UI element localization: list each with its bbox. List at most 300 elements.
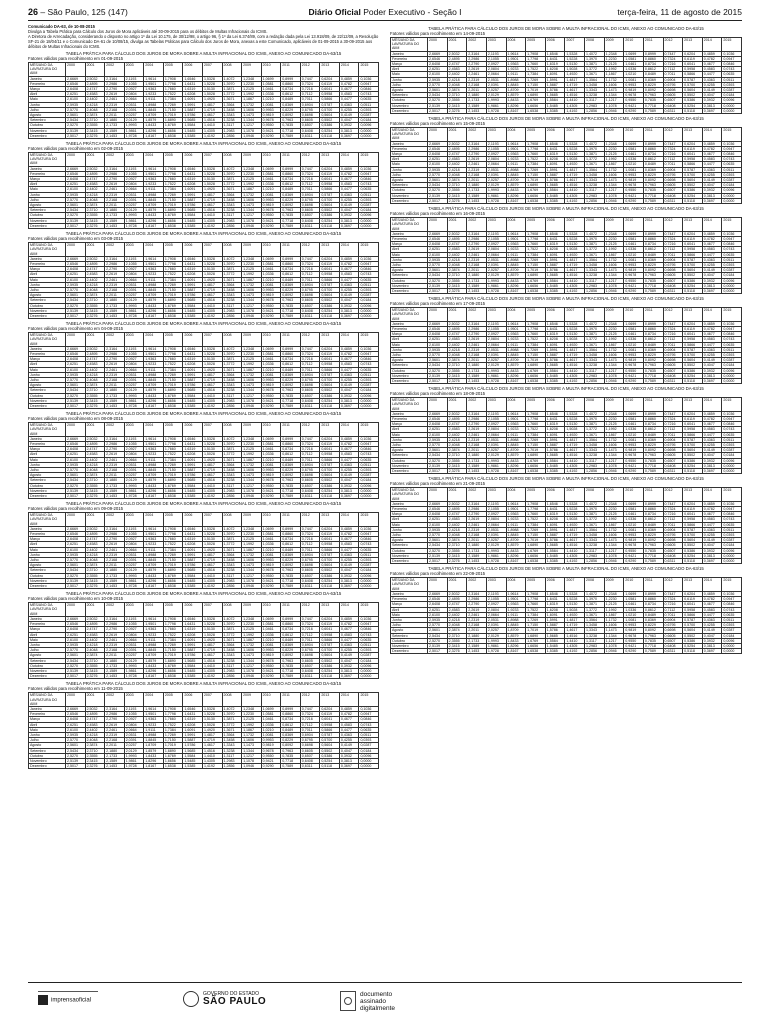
month-cell: Setembro [29, 478, 66, 483]
factor-cell: 1,4192 [565, 108, 585, 113]
factor-cell: 2,4048 [447, 443, 467, 448]
factor-cell: 1,6431 [183, 532, 203, 537]
factor-cell: 0,0393 [722, 352, 742, 357]
factor-cell: 2,3164 [105, 166, 125, 171]
factor-cell: 1,5328 [565, 51, 585, 56]
factor-cell: 2,5139 [428, 643, 448, 648]
factor-cell: 0,3697 [339, 764, 359, 769]
factor-cell: 1,7522 [526, 247, 546, 252]
header-cell-year: 2007 [565, 128, 585, 142]
factor-cell: 1,3671 [585, 522, 605, 527]
factor-cell: 0,8734 [643, 332, 663, 337]
factor-cell: 0,0635 [722, 342, 742, 347]
factor-cell: 0,8369 [643, 257, 663, 262]
factor-cell: 1,2230 [242, 442, 262, 447]
factor-cell: 1,5130 [565, 512, 585, 517]
factor-cell: 0,0511 [722, 437, 742, 442]
factor-cell: 2,6100 [428, 432, 448, 437]
factor-cell: 0,0846 [359, 357, 379, 362]
factor-cell: 0,5118 [683, 288, 703, 293]
factor-cell: 1,1606 [604, 352, 624, 357]
factor-cell: 1,7660 [526, 62, 546, 67]
factor-cell: 1,3970 [585, 236, 605, 241]
factor-cell: 1,6769 [163, 393, 183, 398]
factor-cell: 1,8988 [506, 617, 526, 622]
factor-cell: 0,7011 [300, 187, 320, 192]
factor-cell: 0,7447 [663, 591, 683, 596]
header-cell-month: MÊS/ANO DA LAVRATURA DO AIIM [391, 488, 428, 502]
header-cell-year: 2005 [526, 398, 546, 412]
factor-cell: 0,5502 [320, 388, 340, 393]
factor-cell: 0,0393 [722, 262, 742, 267]
header-cell-year: 2006 [545, 38, 565, 52]
header-cell-year: 2002 [467, 308, 487, 322]
factor-cell: 1,8709 [144, 113, 164, 118]
factor-cell: 1,0210 [624, 432, 644, 437]
month-cell: Fevereiro [29, 622, 66, 627]
factor-cell: 1,3671 [585, 432, 605, 437]
factor-cell: 1,8579 [144, 658, 164, 663]
factor-cell: 0,5118 [320, 494, 340, 499]
factor-cell: 0,3932 [702, 188, 722, 193]
factor-cell: 1,5485 [183, 218, 203, 223]
factor-cell: 2,2011 [105, 653, 125, 658]
factor-cell: 1,0461 [624, 512, 644, 517]
factor-cell: 2,4747 [447, 602, 467, 607]
factor-cell: 1,3970 [222, 532, 242, 537]
factor-cell: 1,2856 [222, 764, 242, 769]
factor-cell: 1,7384 [163, 637, 183, 642]
factor-cell: 2,6546 [428, 236, 448, 241]
factor-cell: 2,4895 [85, 81, 105, 86]
factor-cell: 1,1732 [242, 552, 262, 557]
factor-cell: 0,9550 [261, 123, 281, 128]
factor-cell: 0,4583 [339, 722, 359, 727]
factor-cell: 0,7216 [663, 152, 683, 157]
factor-cell: 0,8734 [281, 627, 301, 632]
factor-cell: 0,3932 [339, 123, 359, 128]
factor-cell: 1,7908 [163, 706, 183, 711]
header-cell-year: 2004 [506, 308, 526, 322]
header-cell-year: 2007 [565, 488, 585, 502]
factor-cell: 0,6041 [320, 357, 340, 362]
header-cell-year: 2010 [624, 128, 644, 142]
factor-cell: 0,0511 [722, 527, 742, 532]
factor-cell: 0,9290 [624, 649, 644, 654]
table-row [391, 559, 742, 564]
factor-cell: 1,6546 [183, 256, 203, 261]
factor-cell: 0,8612 [281, 92, 301, 97]
factor-cell: 0,9953 [261, 558, 281, 563]
factor-cell: 1,2856 [585, 559, 605, 564]
factor-cell: 1,5685 [183, 208, 203, 213]
factor-cell: 1,4072 [222, 346, 242, 351]
factor-cell: 0,0000 [359, 494, 379, 499]
factor-cell: 0,4782 [339, 442, 359, 447]
factor-cell: 2,1055 [124, 81, 144, 86]
factor-cell: 2,2461 [105, 727, 125, 732]
factor-cell: 1,0210 [261, 727, 281, 732]
factor-cell: 0,5700 [683, 352, 703, 357]
factor-cell: 2,1589 [105, 128, 125, 133]
header-cell-year: 2003 [486, 128, 506, 142]
factor-cell: 0,5866 [320, 457, 340, 462]
factor-cell: 2,5434 [66, 208, 86, 213]
factor-cell: 1,8845 [144, 107, 164, 112]
factor-cell: 1,8433 [506, 188, 526, 193]
factor-cell: 1,5584 [545, 368, 565, 373]
header-cell-year: 2008 [222, 513, 242, 527]
header-cell-year: 2008 [585, 308, 605, 322]
factor-cell: 2,3415 [85, 668, 105, 673]
factor-cell: 1,3458 [222, 377, 242, 382]
month-cell: Abril [29, 722, 66, 727]
factor-cell: 0,3813 [339, 668, 359, 673]
factor-cell: 1,6656 [163, 488, 183, 493]
factor-cell: 1,0699 [261, 706, 281, 711]
factor-cell: 0,3813 [702, 463, 722, 468]
factor-cell: 1,4410 [565, 188, 585, 193]
header-cell-year: 2015 [359, 333, 379, 347]
factor-cell: 0,6904 [300, 732, 320, 737]
factor-cell: 1,6431 [183, 442, 203, 447]
factor-cell: 1,3564 [222, 642, 242, 647]
factor-cell: 0,8734 [281, 537, 301, 542]
factor-cell: 2,1733 [467, 98, 487, 103]
factor-cell: 0,6041 [320, 537, 340, 542]
table-validity: Fatores válidos para recolhimento em 18-09-2015 [390, 391, 486, 397]
header-cell-year: 2011 [643, 218, 663, 232]
header-cell-year: 2008 [585, 128, 605, 142]
factor-cell: 0,6904 [300, 642, 320, 647]
factor-cell: 0,9953 [261, 468, 281, 473]
factor-cell: 0,6795 [300, 377, 320, 382]
factor-cell: 0,0635 [359, 547, 379, 552]
factor-cell: 0,0511 [359, 372, 379, 377]
factor-cell: 2,6546 [428, 56, 448, 61]
factor-cell: 1,3117 [585, 548, 605, 553]
factor-cell: 0,9953 [261, 648, 281, 653]
factor-cell: 1,4410 [565, 368, 585, 373]
table-row [391, 108, 742, 113]
factor-cell: 2,0531 [124, 552, 144, 557]
factor-cell: 0,7011 [663, 522, 683, 527]
factor-cell: 1,7908 [526, 501, 546, 506]
factor-cell: 2,2619 [105, 362, 125, 367]
factor-cell: 2,3874 [447, 538, 467, 543]
factor-cell: 1,0461 [624, 602, 644, 607]
factor-cell: 2,5770 [66, 468, 86, 473]
factor-cell: 2,6669 [66, 526, 86, 531]
factor-cell: 2,1055 [486, 507, 506, 512]
factor-cell: 0,9550 [261, 573, 281, 578]
factor-cell: 1,9728 [486, 559, 506, 564]
factor-cell: 2,6408 [428, 602, 448, 607]
factor-cell: 1,5028 [565, 67, 585, 72]
factor-cell: 0,5604 [683, 88, 703, 93]
factor-cell: 1,3117 [585, 188, 605, 193]
factor-cell: 0,7963 [281, 658, 301, 663]
factor-cell: 2,4218 [85, 732, 105, 737]
factor-cell: 1,2348 [604, 231, 624, 236]
factor-cell: 1,1217 [604, 368, 624, 373]
factor-cell: 1,9233 [506, 157, 526, 162]
factor-cell: 1,6208 [183, 92, 203, 97]
factor-cell: 1,9614 [144, 526, 164, 531]
factor-cell: 1,6769 [526, 98, 546, 103]
factor-cell: 0,3697 [339, 584, 359, 589]
factor-cell: 1,4192 [202, 133, 222, 138]
factor-cell: 2,5601 [66, 473, 86, 478]
communique-intro [28, 24, 379, 49]
factor-cell: 1,3671 [222, 97, 242, 102]
factor-cell: 2,2011 [105, 203, 125, 208]
factor-cell: 2,5017 [66, 403, 86, 408]
factor-cell: 0,8369 [643, 77, 663, 82]
header-cell-year: 2009 [242, 693, 262, 707]
factor-cell: 1,8579 [506, 633, 526, 638]
factor-cell: 0,0184 [722, 543, 742, 548]
factor-cell: 0,6795 [663, 533, 683, 538]
header-cell-year: 2003 [486, 218, 506, 232]
factor-cell: 1,4072 [585, 141, 605, 146]
factor-cell: 0,4255 [702, 262, 722, 267]
factor-cell: 0,0743 [359, 452, 379, 457]
factor-cell: 0,5604 [320, 203, 340, 208]
factor-cell: 1,0461 [624, 332, 644, 337]
header-cell-year: 2012 [663, 488, 683, 502]
factor-cell: 2,3710 [85, 658, 105, 663]
factor-cell: 1,3458 [585, 623, 605, 628]
factor-cell: 2,3874 [447, 178, 467, 183]
factor-cell: 1,8167 [506, 108, 526, 113]
factor-cell: 2,1733 [105, 573, 125, 578]
factor-cell: 0,7324 [663, 597, 683, 602]
factor-cell: 0,4677 [339, 537, 359, 542]
header-cell-year: 2005 [163, 153, 183, 167]
factor-cell: 0,6204 [683, 321, 703, 326]
factor-cell: 1,3458 [222, 287, 242, 292]
factor-cell: 1,3238 [585, 93, 605, 98]
factor-cell: 1,7384 [163, 727, 183, 732]
factor-cell: 0,6204 [683, 51, 703, 56]
factor-cell: 0,7112 [663, 247, 683, 252]
factor-cell: 1,6769 [163, 753, 183, 758]
factor-cell: 1,7798 [526, 417, 546, 422]
factor-cell: 2,6546 [66, 261, 86, 266]
factor-cell: 1,9728 [124, 584, 144, 589]
factor-cell: 1,8988 [506, 347, 526, 352]
factor-cell: 0,5700 [320, 558, 340, 563]
factor-cell: 2,1733 [105, 663, 125, 668]
month-cell: Outubro [391, 188, 428, 193]
factor-cell: 1,6208 [545, 427, 565, 432]
header-cell-year: 2007 [202, 693, 222, 707]
factor-cell: 1,3871 [585, 512, 605, 517]
interest-factor-table [28, 242, 379, 319]
factor-cell: 1,3970 [222, 351, 242, 356]
factor-cell: 2,5935 [66, 552, 86, 557]
factor-cell: 1,7660 [163, 357, 183, 362]
factor-cell: 1,6769 [526, 278, 546, 283]
factor-cell: 2,2461 [105, 187, 125, 192]
factor-cell: 1,7660 [163, 177, 183, 182]
factor-cell: 1,9993 [486, 188, 506, 193]
factor-cell: 1,3970 [222, 712, 242, 717]
factor-cell: 2,1193 [124, 166, 144, 171]
factor-cell: 0,5700 [683, 623, 703, 628]
factor-cell: 1,9501 [506, 146, 526, 151]
factor-cell: 1,2125 [604, 242, 624, 247]
factor-cell: 2,3164 [105, 76, 125, 81]
factor-cell: 2,3710 [447, 273, 467, 278]
factor-cell: 0,7324 [663, 417, 683, 422]
factor-cell: 0,5958 [683, 517, 703, 522]
factor-cell: 2,6100 [66, 727, 86, 732]
factor-cell: 1,9728 [124, 764, 144, 769]
factor-cell: 0,0743 [359, 632, 379, 637]
factor-cell: 1,2348 [242, 616, 262, 621]
factor-cell: 1,9111 [144, 277, 164, 282]
factor-cell: 0,9550 [261, 483, 281, 488]
factor-cell: 1,8845 [506, 352, 526, 357]
factor-cell: 2,5601 [66, 653, 86, 658]
factor-cell: 1,1344 [242, 118, 262, 123]
certificate-icon [340, 991, 356, 1011]
factor-cell: 0,1036 [722, 51, 742, 56]
factor-cell: 2,2319 [467, 437, 487, 442]
factor-cell: 1,3458 [222, 468, 242, 473]
month-cell: Setembro [391, 183, 428, 188]
factor-cell: 0,0947 [359, 532, 379, 537]
factor-cell: 2,4218 [85, 372, 105, 377]
month-cell: Dezembro [391, 469, 428, 474]
factor-cell: 0,1036 [359, 256, 379, 261]
header-cell-year: 2000 [428, 128, 448, 142]
factor-cell: 1,7798 [526, 56, 546, 61]
factor-cell: 1,9111 [506, 162, 526, 167]
factor-cell: 0,6204 [683, 411, 703, 416]
factor-cell: 1,0699 [624, 411, 644, 416]
factor-cell: 2,3555 [447, 188, 467, 193]
table-row [29, 313, 379, 318]
factor-cell: 2,6408 [428, 512, 448, 517]
factor-cell: 1,4920 [202, 277, 222, 282]
factor-cell: 1,1867 [242, 637, 262, 642]
factor-cell: 2,0927 [486, 602, 506, 607]
factor-cell: 1,3238 [222, 298, 242, 303]
factor-cell: 1,6656 [163, 218, 183, 223]
factor-cell: 1,3564 [222, 462, 242, 467]
factor-cell: 0,7112 [300, 362, 320, 367]
factor-cell: 1,1078 [604, 373, 624, 378]
factor-cell: 1,6208 [545, 67, 565, 72]
factor-cell: 0,1036 [722, 321, 742, 326]
factor-cell: 2,5032 [447, 591, 467, 596]
factor-cell: 1,5130 [565, 332, 585, 337]
factor-cell: 0,4149 [702, 448, 722, 453]
factor-cell: 0,7589 [643, 198, 663, 203]
factor-cell: 2,3164 [467, 501, 487, 506]
factor-cell: 1,0336 [261, 362, 281, 367]
factor-cell: 1,5685 [545, 93, 565, 98]
factor-cell: 2,1589 [467, 373, 487, 378]
factor-cell: 1,9233 [506, 337, 526, 342]
factor-cell: 0,4677 [702, 602, 722, 607]
table-validity: Fatores válidos para recolhimento em 11-09-2015 [28, 686, 123, 692]
factor-cell: 0,3697 [702, 108, 722, 113]
factor-cell: 0,8489 [281, 727, 301, 732]
table-header-row [29, 63, 379, 77]
header-cell-year: 2005 [163, 63, 183, 77]
factor-cell: 0,6904 [663, 347, 683, 352]
factor-cell: 1,1217 [604, 188, 624, 193]
factor-cell: 1,3772 [585, 427, 605, 432]
factor-cell: 0,5700 [683, 533, 703, 538]
factor-cell: 1,3238 [585, 453, 605, 458]
factor-cell: 1,5991 [545, 347, 565, 352]
factor-cell: 1,0336 [261, 632, 281, 637]
factor-cell: 0,4047 [702, 273, 722, 278]
factor-cell: 2,4402 [447, 72, 467, 77]
factor-cell: 0,6605 [663, 273, 683, 278]
factor-cell: 1,1344 [604, 93, 624, 98]
factor-cell: 0,7835 [643, 98, 663, 103]
header-cell-year: 2003 [486, 38, 506, 52]
header-cell-year: 2001 [447, 218, 467, 232]
header-cell-year: 2013 [320, 603, 340, 617]
factor-cell: 2,6251 [66, 632, 86, 637]
factor-cell: 0,8489 [281, 187, 301, 192]
factor-cell: 0,0000 [722, 193, 742, 198]
month-cell: Outubro [391, 368, 428, 373]
header-cell-year: 2013 [320, 513, 340, 527]
header-cell-year: 2011 [281, 603, 301, 617]
factor-cell: 1,6546 [183, 436, 203, 441]
month-cell: Dezembro [391, 108, 428, 113]
factor-cell: 0,0743 [359, 722, 379, 727]
month-cell: Outubro [391, 278, 428, 283]
factor-cell: 2,0664 [486, 342, 506, 347]
factor-cell: 0,0000 [722, 649, 742, 654]
factor-cell: 1,7019 [526, 358, 546, 363]
factor-cell: 2,5434 [66, 658, 86, 663]
factor-cell: 0,0947 [359, 622, 379, 627]
factor-cell: 0,6311 [300, 764, 320, 769]
factor-cell: 1,8845 [506, 262, 526, 267]
factor-cell: 0,8612 [643, 157, 663, 162]
factor-cell: 2,5434 [66, 748, 86, 753]
factor-cell: 0,6904 [663, 77, 683, 82]
factor-cell: 1,7019 [526, 178, 546, 183]
factor-cell: 2,2168 [105, 197, 125, 202]
factor-cell: 2,6100 [66, 97, 86, 102]
month-cell: Janeiro [391, 231, 428, 236]
factor-cell: 1,1473 [242, 203, 262, 208]
factor-cell: 1,2125 [604, 332, 624, 337]
factor-cell: 0,0511 [722, 347, 742, 352]
factor-cell: 0,9819 [261, 473, 281, 478]
factor-cell: 2,6100 [428, 612, 448, 617]
factor-cell: 0,5604 [320, 563, 340, 568]
factor-cell: 1,3671 [222, 727, 242, 732]
header-cell-month: MÊS/ANO DA LAVRATURA DO AIIM [29, 153, 66, 167]
factor-cell: 0,6311 [300, 133, 320, 138]
factor-cell: 0,7835 [281, 213, 301, 218]
factor-cell: 0,7324 [300, 622, 320, 627]
factor-cell: 2,5434 [428, 453, 448, 458]
factor-cell: 1,5786 [545, 538, 565, 543]
